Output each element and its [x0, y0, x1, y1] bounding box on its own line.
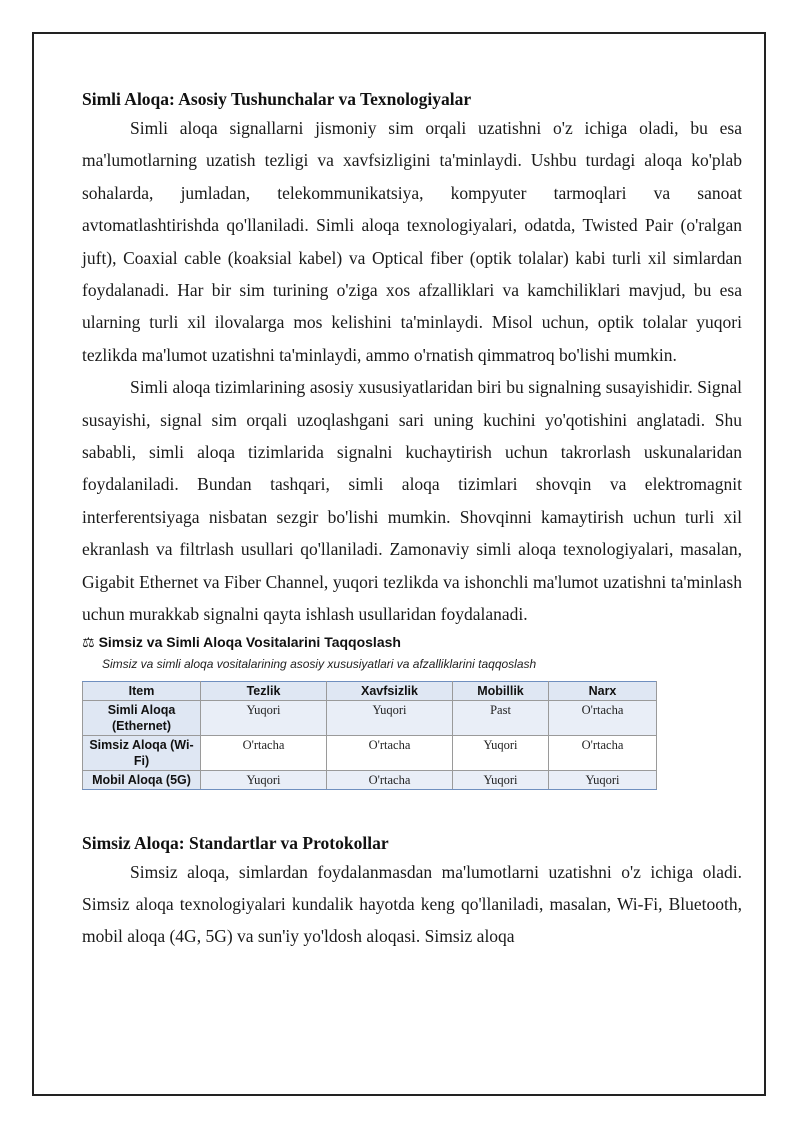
paragraph-wired-intro: Simli aloqa signallarni jismoniy sim orqali uzatishni o'z ichiga oladi, bu esa ma'lumotlarning uzatish tezligi va xavfsizligini ta'minlaydi. Ushbu turdagi aloqa ko'plab sohalarda, jumladan, telekommunikatsiya, kompyuter tarmoqlari va sanoat avtomatlashtirishda qo'llaniladi. Simli aloqa texnologiyalari, odatda, Twisted Pair (o'ralgan juft), Coaxial cable (koaksial kabel) va Optical fiber (optik tolalar) kabi turli xil simlardan foydalanadi. Har bir sim turining o'ziga xos afzalliklari va kamchiliklari mavjud, bu esa ularning turli xil ilovalarga mos kelishini ta'minlaydi. Misol uchun, optik tolalar yuqori tezlikda ma'lumot uzatishni ta'minlaydi, ammo o'rnatish qimmatroq bo'lishi mumkin. — [82, 118, 742, 365]
column-header-mobillik: Mobillik — [453, 681, 549, 700]
document-content — [82, 86, 742, 953]
column-header-tezlik: Tezlik — [201, 681, 327, 700]
column-header-narx: Narx — [549, 681, 657, 700]
table-cell: Yuqori — [453, 735, 549, 770]
paragraph-wireless-intro: Simsiz aloqa, simlardan foydalanmasdan ma'lumotlarni uzatishni o'z ichiga oladi. Simsiz aloqa texnologiyalari kundalik hayotda keng qo'llaniladi, masalan, Wi-Fi, Bluetooth, mobil aloqa (4G, 5G) va sun'iy yo'ldosh aloqasi. Simsiz aloqa — [82, 861, 742, 947]
table-cell: O'rtacha — [549, 700, 657, 735]
row-label: Mobil Aloqa (5G) — [83, 770, 201, 789]
section-heading-wired: Simli Aloqa: Asosiy Tushunchalar va Texnologiyalar — [82, 89, 472, 109]
column-header-item: Item — [83, 681, 201, 700]
table-cell: O'rtacha — [327, 770, 453, 789]
table-row — [83, 735, 657, 770]
balance-scale-icon: ⚖ — [82, 633, 95, 650]
table-header-row — [83, 681, 657, 700]
comparison-table — [82, 681, 657, 790]
table-title-text: Simsiz va Simli Aloqa Vositalarini Taqqoslash — [98, 633, 401, 650]
table-cell: Yuqori — [549, 770, 657, 789]
table-caption: Simsiz va simli aloqa vositalarining asosiy xususiyatlari va afzalliklarini taqqoslash — [102, 656, 537, 671]
table-row — [83, 700, 657, 735]
table-cell: Yuqori — [453, 770, 549, 789]
comparison-table-block — [82, 631, 742, 790]
table-cell: Yuqori — [327, 700, 453, 735]
table-cell: O'rtacha — [327, 735, 453, 770]
section-heading-wireless: Simsiz Aloqa: Standartlar va Protokollar — [82, 832, 389, 853]
column-header-xavfsizlik: Xavfsizlik — [327, 681, 453, 700]
table-cell: O'rtacha — [201, 735, 327, 770]
table-cell: Past — [453, 700, 549, 735]
row-label: Simsiz Aloqa (Wi-Fi) — [83, 735, 201, 770]
table-cell: Yuqori — [201, 700, 327, 735]
row-label: Simli Aloqa (Ethernet) — [83, 700, 201, 735]
table-cell: Yuqori — [201, 770, 327, 789]
table-cell: O'rtacha — [549, 735, 657, 770]
paragraph-wired-attenuation: Simli aloqa tizimlarining asosiy xususiyatlaridan biri bu signalning susayishidir. Signal susayishi, signal sim orqali uzoqlashgani sari uning kuchini yo'qotishini anglatadi. Shu sababli, simli aloqa tizimlarida signalni kuchaytirish uchun takrorlash uskunalaridan foydalaniladi. Bundan tashqari, simli aloqa tizimlari shovqin va elektromagnit interferentsiyaga nisbatan sezgir bo'lishi mumkin. Shovqinni kamaytirish uchun turli xil ekranlash va filtrlash usullari qo'llaniladi. Zamonaviy simli aloqa texnologiyalari, masalan, Gigabit Ethernet va Fiber Channel, yuqori tezlikda va ishonchli ma'lumot uzatishni ta'minlash uchun murakkab signalni qayta ishlash usullaridan foydalanadi. — [82, 377, 742, 625]
table-row — [83, 770, 657, 789]
table-title — [82, 631, 742, 653]
